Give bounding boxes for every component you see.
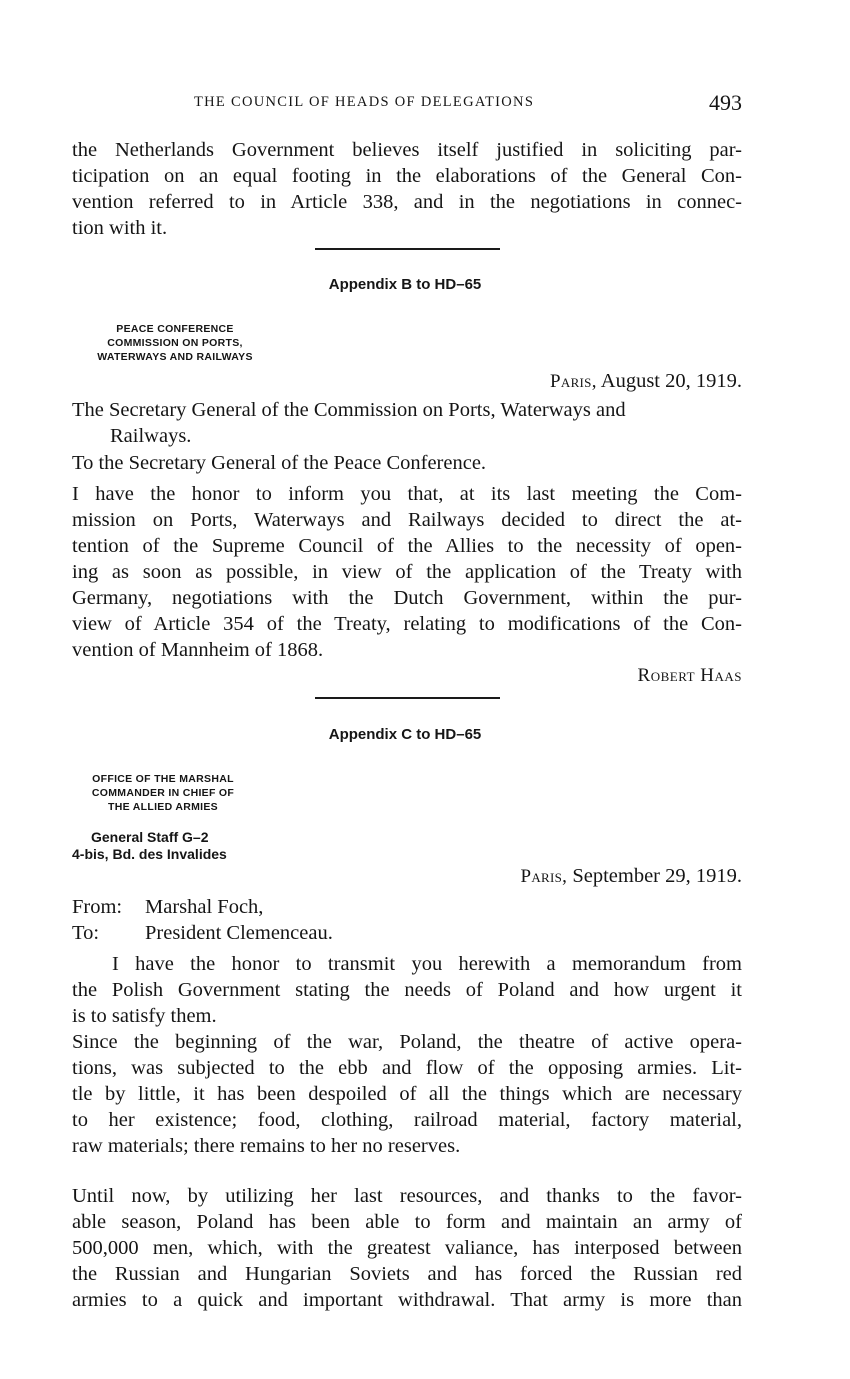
text-line: tions, was subjected to the ebb and flow of the opposing armies. Lit- <box>72 1057 742 1079</box>
appendix-b-dateline <box>550 370 742 393</box>
appendix-c-from-line <box>72 896 263 919</box>
text-line: the Russian and Hungarian Soviets and has forced the Russian red <box>72 1263 742 1285</box>
appendix-b-from-line: The Secretary General of the Commission on Ports, Waterways and <box>72 399 626 421</box>
running-head-title: THE COUNCIL OF HEADS OF DELEGATIONS <box>194 94 535 110</box>
appendix-b-issuer <box>70 322 280 364</box>
appendix-c-paragraph-2 <box>72 1029 742 1159</box>
text-line: Until now, by utilizing her last resources, and thanks to the favor- <box>72 1185 742 1207</box>
text-line: the Polish Government stating the needs of Poland and how urgent it <box>72 979 742 1001</box>
issuer-line: COMMISSION ON PORTS, <box>107 337 243 349</box>
text-line: view of Article 354 of the Treaty, relating to modifications of the Con- <box>72 613 742 635</box>
text-line: raw materials; there remains to her no reserves. <box>72 1135 461 1157</box>
appendix-b-heading: Appendix B to HD–65 <box>328 276 482 293</box>
text-line: tion with it. <box>72 217 168 239</box>
to-value: President Clemenceau. <box>145 922 333 944</box>
appendix-b-signature: Robert Haas <box>637 665 742 686</box>
text-line: mission on Ports, Waterways and Railways decided to direct the at- <box>72 509 742 531</box>
issuer-line: COMMANDER IN CHIEF OF <box>91 787 235 799</box>
from-label: From: <box>72 896 123 918</box>
text-line: ing as soon as possible, in view of the application of the Treaty with <box>72 561 742 583</box>
intro-paragraph <box>72 137 742 241</box>
text-line: is to satisfy them. <box>72 1005 217 1027</box>
text-line: Germany, negotiations with the Dutch Government, within the pur- <box>72 587 742 609</box>
text-line: Since the beginning of the war, Poland, the theatre of active opera- <box>72 1031 742 1053</box>
text-line: armies to a quick and important withdrawal. That army is more than <box>72 1289 742 1311</box>
appendix-c-to-line <box>72 922 333 945</box>
appendix-c-dateline <box>520 865 742 888</box>
appendix-b-body <box>72 481 742 663</box>
text-line: vention of Mannheim of 1868. <box>72 639 324 661</box>
from-value: Marshal Foch, <box>145 896 264 918</box>
text-line: I have the honor to inform you that, at its last meeting the Com- <box>72 483 742 505</box>
section-divider <box>315 697 500 699</box>
text-line: vention referred to in Article 338, and in the negotiations in connec- <box>72 191 742 213</box>
staff-line: General Staff G–2 <box>91 829 209 845</box>
appendix-b-to-line: To the Secretary General of the Peace Conference. <box>72 452 487 474</box>
dateline-city: Paris, <box>550 371 597 392</box>
dateline-date: September 29, 1919. <box>572 865 742 887</box>
text-line: able season, Poland has been able to form and maintain an army of <box>72 1211 742 1233</box>
issuer-line: PEACE CONFERENCE <box>116 323 234 335</box>
text-line: 500,000 men, which, with the greatest valiance, has interposed between <box>72 1237 742 1259</box>
appendix-b-from-line-cont: Railways. <box>110 425 192 447</box>
appendix-c-issuer <box>68 772 258 814</box>
dateline-city: Paris, <box>520 866 568 887</box>
appendix-c-paragraph-1 <box>72 951 742 1029</box>
issuer-line: OFFICE OF THE MARSHAL <box>92 773 234 785</box>
running-head <box>72 90 742 120</box>
text-line: the Netherlands Government believes itself justified in soliciting par- <box>72 139 742 161</box>
appendix-c-staff-address <box>72 829 227 863</box>
issuer-line: WATERWAYS AND RAILWAYS <box>97 351 253 363</box>
to-label: To: <box>72 922 100 944</box>
address-line: 4-bis, Bd. des Invalides <box>72 846 227 862</box>
text-line: tention of the Supreme Council of the Allies to the necessity of open- <box>72 535 742 557</box>
text-line: I have the honor to transmit you herewith a memorandum from <box>112 953 742 975</box>
page-number: 493 <box>709 90 742 115</box>
text-line: ticipation on an equal footing in the elaborations of the General Con- <box>72 165 742 187</box>
text-line: to her existence; food, clothing, railroad material, factory material, <box>72 1109 742 1131</box>
section-divider <box>315 248 500 250</box>
appendix-c-heading: Appendix C to HD–65 <box>328 726 482 743</box>
appendix-c-paragraph-3 <box>72 1183 742 1313</box>
dateline-date: August 20, 1919. <box>600 370 742 392</box>
issuer-line: THE ALLIED ARMIES <box>108 801 218 813</box>
text-line: tle by little, it has been despoiled of all the things which are necessary <box>72 1083 742 1105</box>
